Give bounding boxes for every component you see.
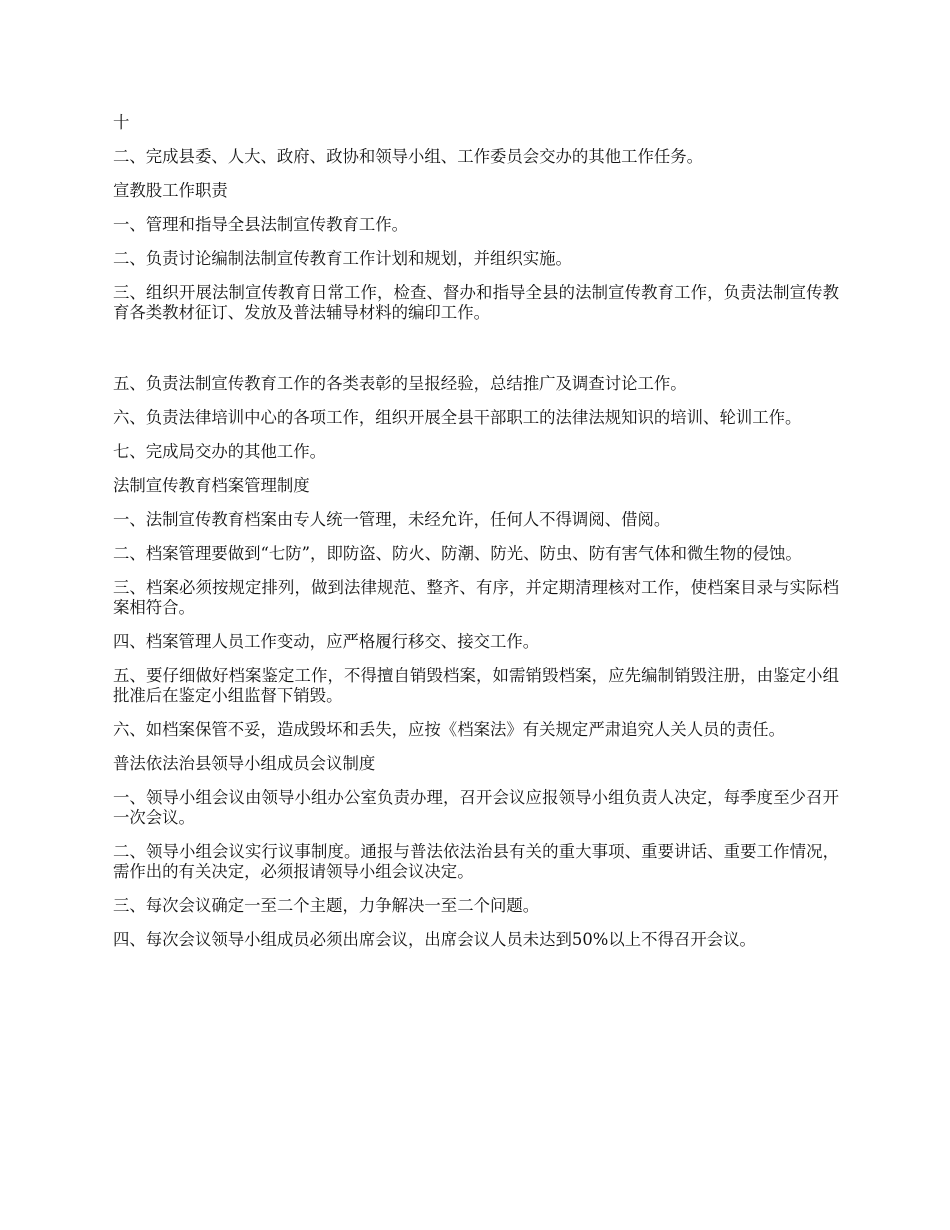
document-body (113, 113, 839, 964)
paragraph: 三、每次会议确定一至二个主题，力争解决一至二个问题。 (113, 896, 540, 915)
paragraph: 五、要仔细做好档案鉴定工作，不得擅自销毁档案，如需销毁档案，应先编制销毁注册，由鉴定小组批准后在鉴定小组监督下销毁。 (113, 666, 839, 705)
paragraph: 三、档案必须按规定排列，做到法律规范、整齐、有序，并定期清理核对工作，使档案目录与实际档案相符合。 (113, 578, 839, 617)
paragraph: 四、档案管理人员工作变动，应严格履行移交、接交工作。 (113, 632, 540, 651)
section-heading: 宣教股工作职责 (113, 181, 228, 200)
paragraph: 一、管理和指导全县法制宣传教育工作。 (113, 215, 409, 234)
paragraph: 二、档案管理要做到“七防”，即防盗、防火、防潮、防光、防虫、防有害气体和微生物的侵蚀。 (113, 544, 802, 563)
paragraph: 七、完成局交办的其他工作。 (113, 442, 327, 461)
paragraph: 六、如档案保管不妥，造成毁坏和丢失，应按《档案法》有关规定严肃追究人关人员的责任。 (113, 720, 786, 739)
paragraph: 四、每次会议领导小组成员必须出席会议，出席会议人员未达到50%以上不得召开会议。 (113, 930, 756, 949)
paragraph: 二、完成县委、人大、政府、政协和领导小组、工作委员会交办的其他工作任务。 (113, 147, 704, 166)
paragraph: 二、领导小组会议实行议事制度。通报与普法依法治县有关的重大事项、重要讲话、重要工作情况，需作出的有关决定，必须报请领导小组会议决定。 (113, 842, 839, 881)
paragraph: 五、负责法制宣传教育工作的各类表彰的呈报经验，总结推广及调查讨论工作。 (113, 374, 687, 393)
paragraph: 三、组织开展法制宣传教育日常工作，检查、督办和指导全县的法制宣传教育工作，负责法制宣传教育各类教材征订、发放及普法辅导材料的编印工作。 (113, 283, 839, 322)
paragraph: 一、法制宣传教育档案由专人统一管理，未经允许，任何人不得调阅、借阅。 (113, 510, 671, 529)
paragraph: 一、领导小组会议由领导小组办公室负责办理，召开会议应报领导小组负责人决定，每季度至少召开一次会议。 (113, 788, 839, 827)
section-heading: 法制宣传教育档案管理制度 (113, 476, 310, 495)
paragraph: 十 (113, 113, 130, 132)
paragraph: 六、负责法律培训中心的各项工作，组织开展全县干部职工的法律法规知识的培训、轮训工作。 (113, 408, 802, 427)
section-heading: 普法依法治县领导小组成员会议制度 (113, 754, 376, 773)
paragraph: 二、负责讨论编制法制宣传教育工作计划和规划，并组织实施。 (113, 249, 572, 268)
blank-gap (113, 337, 839, 374)
